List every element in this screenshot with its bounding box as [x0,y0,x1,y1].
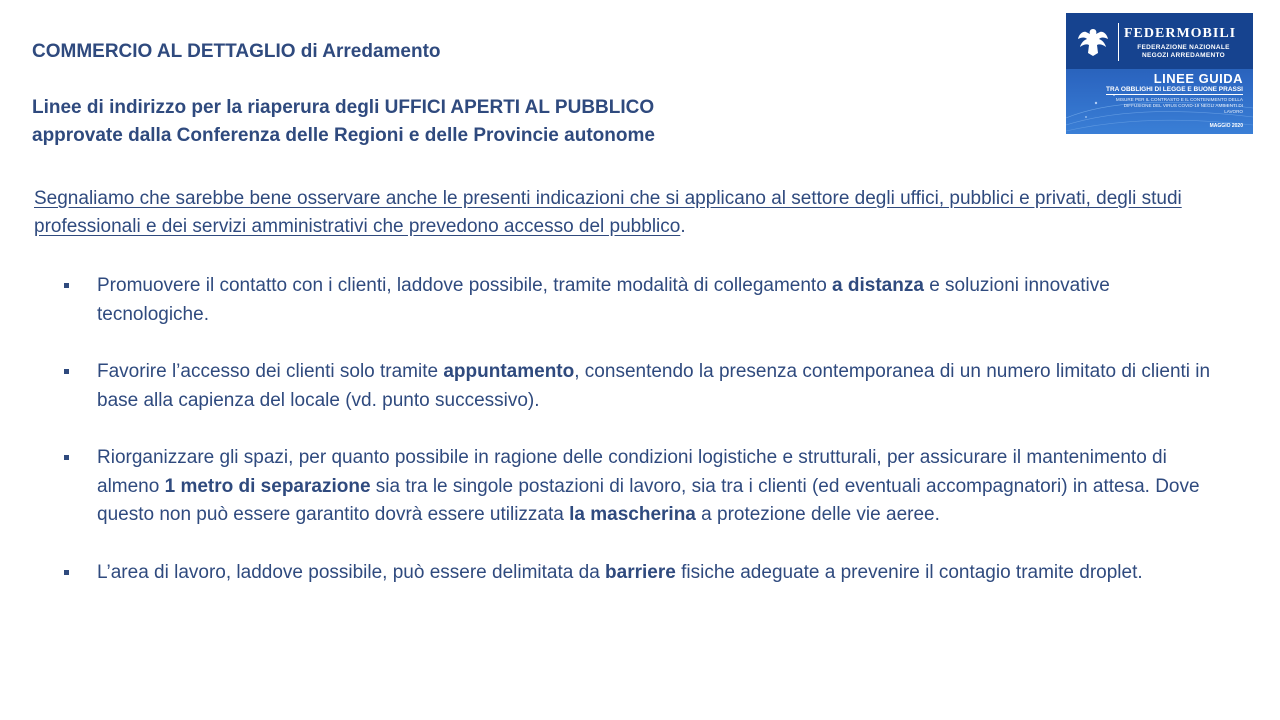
eagle-icon [1076,25,1110,59]
logo-subtitle-line-2: NEGOZI ARREDAMENTO [1141,52,1226,59]
bullet-text: , consentendo la presenza contemporanea di un numero limitato di clienti in base alla capienza del locale (vd. punto successivo). [97,361,1211,411]
bullet-list [62,272,1222,587]
bullet-text: fisiche adeguate a prevenire il contagio tramite droplet. [675,561,1143,583]
bullet-text: L’area di lavoro, laddove possibile, può essere delimitata da [97,561,606,583]
bullet-text: Promuovere il contatto con i clienti, laddove possibile, tramite modalità di collegamento [97,275,833,296]
logo-brand: FEDERMOBILI [1124,26,1237,41]
bullet-text: Favorire l’accesso dei clienti solo tramite [97,361,444,382]
list-item [62,444,1222,530]
bullet-square-icon [64,570,69,575]
intro-paragraph [34,185,1234,241]
bullet-text: sia tra le singole postazioni di lavoro, sia tra i clienti (ed eventuali accompagnatori) in attesa. Dove questo non può essere garantito dovrà essere utilizzata [97,475,1200,525]
slide-header [32,38,1032,150]
logo-description: MISURE PER IL CONTRASTO E IL CONTENIMENTO DELLA DIFFUSIONE DEL VIRUS COVID-19 NEGLI AMBIENTI DI LAVORO [1115,97,1243,114]
logo-guide-subtitle: TRA OBBLIGHI DI LEGGE E BUONE PRASSI [1106,86,1243,93]
intro-end: . [680,216,686,237]
header-spacer [32,66,1032,94]
bullet-bold-text: barriere [605,561,676,583]
bullet-text: Riorganizzare gli spazi, per quanto possibile in ragione delle condizioni logistiche e strutturali, per assicurare il mantenimento di almeno [97,447,1167,497]
bullet-square-icon [64,283,69,288]
header-subtitle-line-1: Linee di indirizzo per la riaperura degli UFFICI APERTI AL PUBBLICO [32,97,655,118]
bullet-bold-text: 1 metro di separazione [164,475,371,497]
logo-date: MAGGIO 2020 [1209,123,1243,129]
logo-guide-title: LINEE GUIDA [1153,71,1243,86]
bullet-bold-text: appuntamento [443,361,575,382]
logo-subtitle [1126,44,1241,60]
list-item [62,272,1222,329]
list-item [62,358,1222,415]
header-subtitle-line-2: approvate dalla Conferenza delle Regioni e delle Provincie autonome [32,125,655,146]
intro-underlined-text: Segnaliamo che sarebbe bene osservare anche le presenti indicazioni che si applicano al settore degli uffici, pubblici e privati, degli studi professionali e dei servizi amministrativi che prevedono accesso del pubblico [34,188,1182,237]
bullet-bold-text: la mascherina [569,504,696,525]
bullet-text: e soluzioni innovative tecnologiche. [97,275,1110,325]
bullet-square-icon [64,455,69,460]
list-item [62,559,1222,588]
logo-separator [1118,23,1119,61]
bullet-bold-text: a distanza [832,275,924,296]
bullet-text: a protezione delle vie aeree. [695,504,940,525]
federmobili-logo [1066,13,1253,134]
header-title: COMMERCIO AL DETTAGLIO di Arredamento [32,41,441,62]
bullet-square-icon [64,369,69,374]
logo-subtitle-line-1: FEDERAZIONE NAZIONALE [1137,44,1230,51]
